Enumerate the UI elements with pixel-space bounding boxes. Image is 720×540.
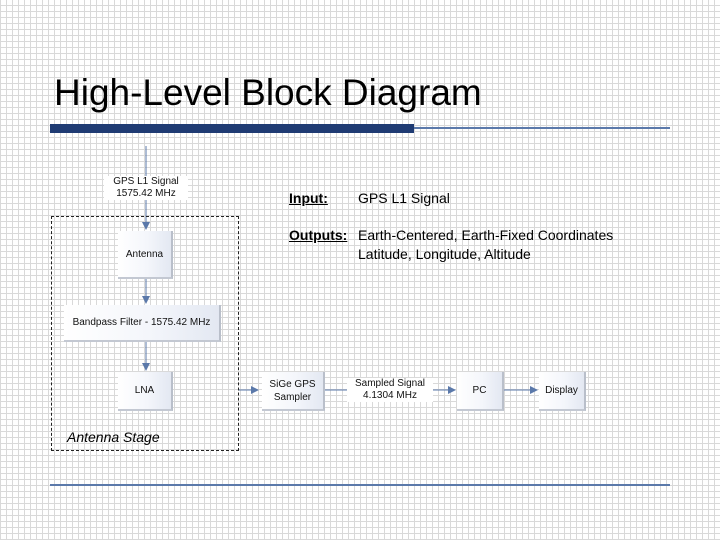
pc-block-label: PC <box>472 385 487 396</box>
outputs-line2: Latitude, Longitude, Altitude <box>358 246 531 262</box>
bandpass-filter-label: Bandpass Filter - 1575.42 MHz <box>72 317 211 328</box>
sampled-signal-line2: 4.1304 MHz <box>363 390 417 401</box>
antenna-stage-label: Antenna Stage <box>67 429 160 445</box>
gps-signal-label-line2: 1575.42 MHz <box>116 188 176 199</box>
antenna-block <box>118 231 173 279</box>
lna-block <box>118 372 173 411</box>
sige-sampler-block <box>262 372 325 411</box>
slide-title: High-Level Block Diagram <box>54 72 482 113</box>
sampled-signal-line1: Sampled Signal <box>354 378 426 389</box>
bandpass-filter-block <box>64 305 221 342</box>
sampled-signal-label <box>347 378 433 402</box>
gps-signal-label-line1: GPS L1 Signal <box>113 176 179 187</box>
footer-divider <box>50 484 670 486</box>
outputs-line1: Earth-Centered, Earth-Fixed Coordinates <box>358 227 614 243</box>
gps-signal-label <box>104 176 188 200</box>
sampler-label-line2: Sampler <box>273 391 312 403</box>
input-value: GPS L1 Signal <box>358 190 450 206</box>
sampler-label-line1: SiGe GPS <box>269 378 316 390</box>
antenna-block-label: Antenna <box>125 248 164 260</box>
outputs-key: Outputs: <box>289 227 348 243</box>
lna-block-label: LNA <box>134 385 155 396</box>
display-block-label: Display <box>545 385 578 396</box>
input-key: Input: <box>289 190 328 206</box>
display-block <box>539 372 586 411</box>
pc-block <box>457 372 504 411</box>
